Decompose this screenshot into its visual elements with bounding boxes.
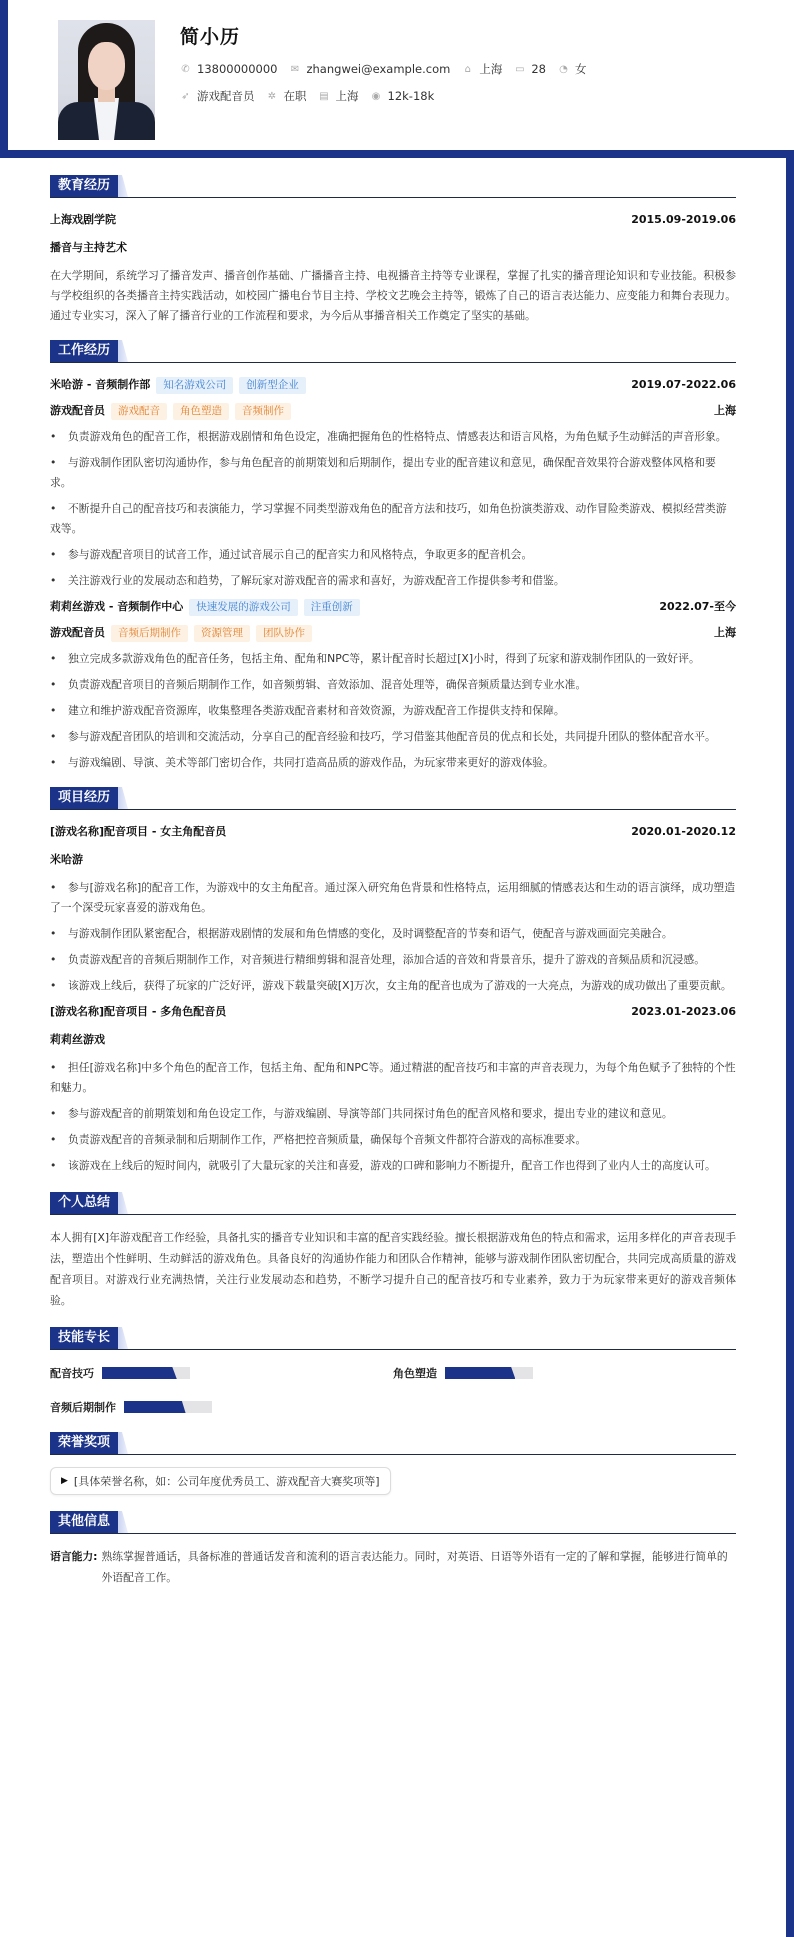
phone-icon: ✆ [181,63,190,75]
bullet-dot-icon: • [50,1133,57,1146]
company-tag: 快速发展的游戏公司 [189,599,298,616]
mail-icon: ✉ [290,63,300,75]
skill-bar-fill [102,1367,177,1379]
bullet-dot-icon: • [50,730,57,743]
bullet-text: 参与游戏配音的前期策划和角色设定工作，与游戏编剧、导演等部门共同探讨角色的配音风格和要求，提出专业的建议和意见。 [68,1107,673,1120]
project-company: 莉莉丝游戏 [50,1033,105,1046]
section-header [50,1432,736,1455]
role-name: 游戏配音员 [50,404,105,417]
education-description: 在大学期间，系统学习了播音发声、播音创作基础、广播播音主持、电视播音主持等专业课程，掌握了扎实的播音理论知识和专业技能。积极参与学校组织的各类播音主持实践活动，如校园广播电台节目主持、学校文艺晚会主持等，锻炼了自己的语言表达能力、应变能力和舞台表现力。通过专业实习，深入了解了播音行业的工作流程和要求，为今后从事播音相关工作奠定了坚实的基础。 [50,269,736,322]
bullet-dot-icon: • [50,574,57,587]
skill-item [393,1362,736,1384]
bullet-item [50,1130,736,1150]
role-tag: 音频后期制作 [111,625,188,642]
frame-left-border [0,0,8,157]
section-honors [50,1432,736,1495]
work-entry [50,375,736,591]
bullet-text: 参与游戏配音团队的培训和交流活动，分享自己的配音经验和技巧，学习借鉴其他配音员的优点和长处，共同提升团队的整体配音水平。 [68,730,716,743]
skill-label: 音频后期制作 [50,1401,116,1414]
section-title: 荣誉奖项 [50,1432,118,1454]
info-item [514,62,546,76]
info-text: 女 [574,62,587,76]
section-header [50,1192,736,1215]
info-text: 上海 [335,89,359,103]
project-name: [游戏名称]配音项目 - 女主角配音员 [50,825,227,838]
project-entry [50,822,736,996]
bullet-item [50,976,736,996]
bullet-item [50,727,736,747]
bullet-item [50,545,736,565]
company-tag: 创新型企业 [239,377,306,394]
project-name: [游戏名称]配音项目 - 多角色配音员 [50,1005,227,1018]
company-tag: 注重创新 [304,599,360,616]
bullet-dot-icon: • [50,1107,57,1120]
bullet-dot-icon: • [50,1159,57,1172]
bullet-list [50,878,736,996]
building-icon: ▤ [319,90,329,102]
bullet-item [50,453,736,493]
salary-icon: ◉ [371,90,381,102]
bullet-item [50,1104,736,1124]
honor-item [50,1467,391,1495]
work-role-row [50,623,736,643]
section-work [50,340,736,773]
bullet-item [50,649,736,669]
info-item [267,88,307,104]
resume-header [8,0,794,150]
section-header [50,1511,736,1534]
bullet-item [50,878,736,918]
project-title-row [50,1002,736,1022]
triangle-right-icon: ▶ [61,1476,68,1486]
bullet-text: 参与[游戏名称]的配音工作，为游戏中的女主角配音。通过深入研究角色背景和性格特点，运用细腻的情感表达和生动的语言演绎，成功塑造了一个深受玩家喜爱的游戏角色。 [50,881,736,914]
summary-text: 本人拥有[X]年游戏配音工作经验，具备扎实的播音专业知识和丰富的配音实践经验。擅长根据游戏角色的特点和需求，运用多样化的声音表现手法，塑造出个性鲜明、生动鲜活的游戏角色。具备良好的沟通协作能力和团队合作精神，能够与游戏制作团队密切配合，共同完成高质量的游戏配音项目。对游戏行业充满热情，关注行业发展动态和趋势，不断学习提升自己的配音技巧和专业素养，致力于为玩家带来更好的游戏音频体验。 [50,1231,736,1307]
other-info-text: 熟练掌握普通话，具备标准的普通话发音和流利的语言表达能力。同时，对英语、日语等外语有一定的了解和掌握，能够进行简单的外语配音工作。 [101,1550,728,1584]
bullet-dot-icon: • [50,430,57,443]
education-period: 2015.09-2019.06 [631,213,736,226]
info-text: 上海 [479,62,503,76]
info-text: 28 [531,62,546,76]
job-info-row [180,88,446,104]
work-period: 2019.07-2022.06 [631,378,736,391]
role-name: 游戏配音员 [50,626,105,639]
section-title: 个人总结 [50,1192,118,1214]
bullet-text: 关注游戏行业的发展动态和趋势，了解玩家对游戏配音的需求和喜好，为游戏配音工作提供参考和借鉴。 [68,574,565,587]
bullet-text: 参与游戏配音项目的试音工作，通过试音展示自己的配音实力和风格特点，争取更多的配音机会。 [68,548,533,561]
bullet-list [50,1058,736,1176]
section-title: 工作经历 [50,340,118,362]
bullet-list [50,649,736,773]
bullet-dot-icon: • [50,652,57,665]
skill-bar-fill [445,1367,515,1379]
bullet-text: 不断提升自己的配音技巧和表演能力，学习掌握不同类型游戏角色的配音方法和技巧，如角色扮演类游戏、动作冒险类游戏、模拟经营类游戏等。 [50,502,727,535]
other-info-label: 语言能力: [50,1550,98,1563]
section-education [50,175,736,326]
info-item [289,62,450,76]
bullet-text: 与游戏制作团队密切沟通协作，参与角色配音的前期策划和后期制作，提出专业的配音建议和意见，确保配音效果符合游戏整体风格和要求。 [50,456,716,489]
section-header [50,1327,736,1350]
role-tag: 音频制作 [235,403,291,420]
major: 播音与主持艺术 [50,241,127,254]
honor-text: [具体荣誉名称，如：公司年度优秀员工、游戏配音大赛奖项等] [73,1475,380,1488]
skill-bar [102,1367,190,1379]
bullet-dot-icon: • [50,548,57,561]
work-location: 上海 [714,404,736,417]
company-tag: 知名游戏公司 [156,377,233,394]
bullet-dot-icon: • [50,456,57,469]
profile-photo [58,20,155,140]
section-title: 其他信息 [50,1511,118,1533]
section-skills [50,1327,736,1430]
info-item [180,88,255,104]
skill-item [50,1396,393,1418]
bullet-item [50,701,736,721]
info-item [558,61,587,77]
work-entry [50,597,736,773]
info-item [319,88,359,104]
bullet-item [50,499,736,539]
company-name: 莉莉丝游戏 - 音频制作中心 [50,600,184,613]
status-icon: ✲ [267,90,277,102]
send-position-icon: ➶ [181,90,190,102]
gender-icon: ◔ [559,63,568,75]
role-tag: 游戏配音 [111,403,167,420]
bullet-item [50,1058,736,1098]
project-period: 2020.01-2020.12 [631,825,736,838]
frame-right-border [786,150,794,1937]
info-item [371,89,435,103]
resume-body [50,158,736,1588]
section-title: 教育经历 [50,175,118,197]
bullet-dot-icon: • [50,678,57,691]
bullet-text: 建立和维护游戏配音资源库，收集整理各类游戏配音素材和音效资源，为游戏配音工作提供支持和保障。 [68,704,565,717]
skill-label: 角色塑造 [393,1367,437,1380]
section-header [50,175,736,198]
other-info-row [50,1546,736,1588]
bullet-item [50,427,736,447]
bullet-text: 独立完成多款游戏角色的配音任务，包括主角、配角和NPC等，累计配音时长超过[X]小时，得到了玩家和游戏制作团队的一致好评。 [68,652,700,665]
project-period: 2023.01-2023.06 [631,1005,736,1018]
frame-top-band [0,150,794,158]
company-name: 米哈游 - 音频制作部 [50,378,151,391]
info-text: 13800000000 [197,62,278,76]
bullet-item [50,1156,736,1176]
role-tag: 团队协作 [256,625,312,642]
info-item [180,62,277,76]
bullet-text: 负责游戏配音项目的音频后期制作工作，如音频剪辑、音效添加、混音处理等，确保音频质量达到专业水准。 [68,678,587,691]
home-icon: ⌂ [464,63,472,75]
bullet-dot-icon: • [50,704,57,717]
section-other [50,1511,736,1588]
bullet-dot-icon: • [50,927,57,940]
bullet-text: 负责游戏配音的音频录制和后期制作工作，严格把控音频质量，确保每个音频文件都符合游戏的高标准要求。 [68,1133,587,1146]
info-text: 12k-18k [387,89,435,103]
bullet-dot-icon: • [50,502,57,515]
bullet-item [50,675,736,695]
section-projects [50,787,736,1176]
work-location: 上海 [714,626,736,639]
bullet-list [50,427,736,591]
bullet-item [50,753,736,773]
section-header [50,787,736,810]
bullet-item [50,571,736,591]
bullet-dot-icon: • [50,1061,57,1074]
section-title: 技能专长 [50,1327,118,1349]
role-tag: 资源管理 [194,625,250,642]
bullet-item [50,950,736,970]
section-summary [50,1192,736,1311]
bullet-item [50,924,736,944]
bullet-text: 负责游戏角色的配音工作，根据游戏剧情和角色设定，准确把握角色的性格特点、情感表达和语言风格，为角色赋予生动鲜活的声音形象。 [68,430,727,443]
bullet-dot-icon: • [50,979,57,992]
bullet-text: 担任[游戏名称]中多个角色的配音工作，包括主角、配角和NPC等。通过精湛的配音技巧和丰富的声音表现力，为每个角色赋予了独特的个性和魅力。 [50,1061,736,1094]
bullet-dot-icon: • [50,881,57,894]
work-period: 2022.07-至今 [659,600,736,613]
bullet-text: 该游戏上线后，获得了玩家的广泛好评，游戏下载量突破[X]万次，女主角的配音也成为了游戏的一大亮点，为游戏的成功做出了重要贡献。 [68,979,732,992]
section-header [50,340,736,363]
bullet-text: 该游戏在上线后的短时间内，就吸引了大量玩家的关注和喜爱，游戏的口碑和影响力不断提升，配音工作也得到了业内人士的高度认可。 [68,1159,716,1172]
project-company: 米哈游 [50,853,83,866]
school-name: 上海戏剧学院 [50,213,116,226]
work-company-row [50,597,736,617]
role-tag: 角色塑造 [173,403,229,420]
project-title-row [50,822,736,842]
candidate-name: 简小历 [180,26,241,48]
project-entry [50,1002,736,1176]
bullet-dot-icon: • [50,756,57,769]
bullet-dot-icon: • [50,953,57,966]
calendar-age-icon: ▭ [515,63,525,75]
bullet-text: 与游戏编剧、导演、美术等部门密切合作，共同打造高品质的游戏作品，为玩家带来更好的游戏体验。 [68,756,554,769]
work-company-row [50,375,736,395]
bullet-text: 与游戏制作团队紧密配合，根据游戏剧情的发展和角色情感的变化，及时调整配音的节奏和语气，使配音与游戏画面完美融合。 [68,927,673,940]
info-text: zhangwei@example.com [306,62,451,76]
skill-bar [445,1367,533,1379]
skill-bar [124,1401,212,1413]
skill-item [50,1362,393,1384]
bullet-text: 负责游戏配音的音频后期制作工作，对音频进行精细剪辑和混音处理，添加合适的音效和背景音乐，提升了游戏的音频品质和沉浸感。 [68,953,706,966]
skill-bar-fill [124,1401,186,1413]
skill-label: 配音技巧 [50,1367,94,1380]
info-text: 游戏配音员 [197,89,255,103]
contact-info-row [180,61,598,77]
work-role-row [50,401,736,421]
info-item [462,61,502,77]
info-text: 在职 [283,89,307,103]
section-title: 项目经历 [50,787,118,809]
